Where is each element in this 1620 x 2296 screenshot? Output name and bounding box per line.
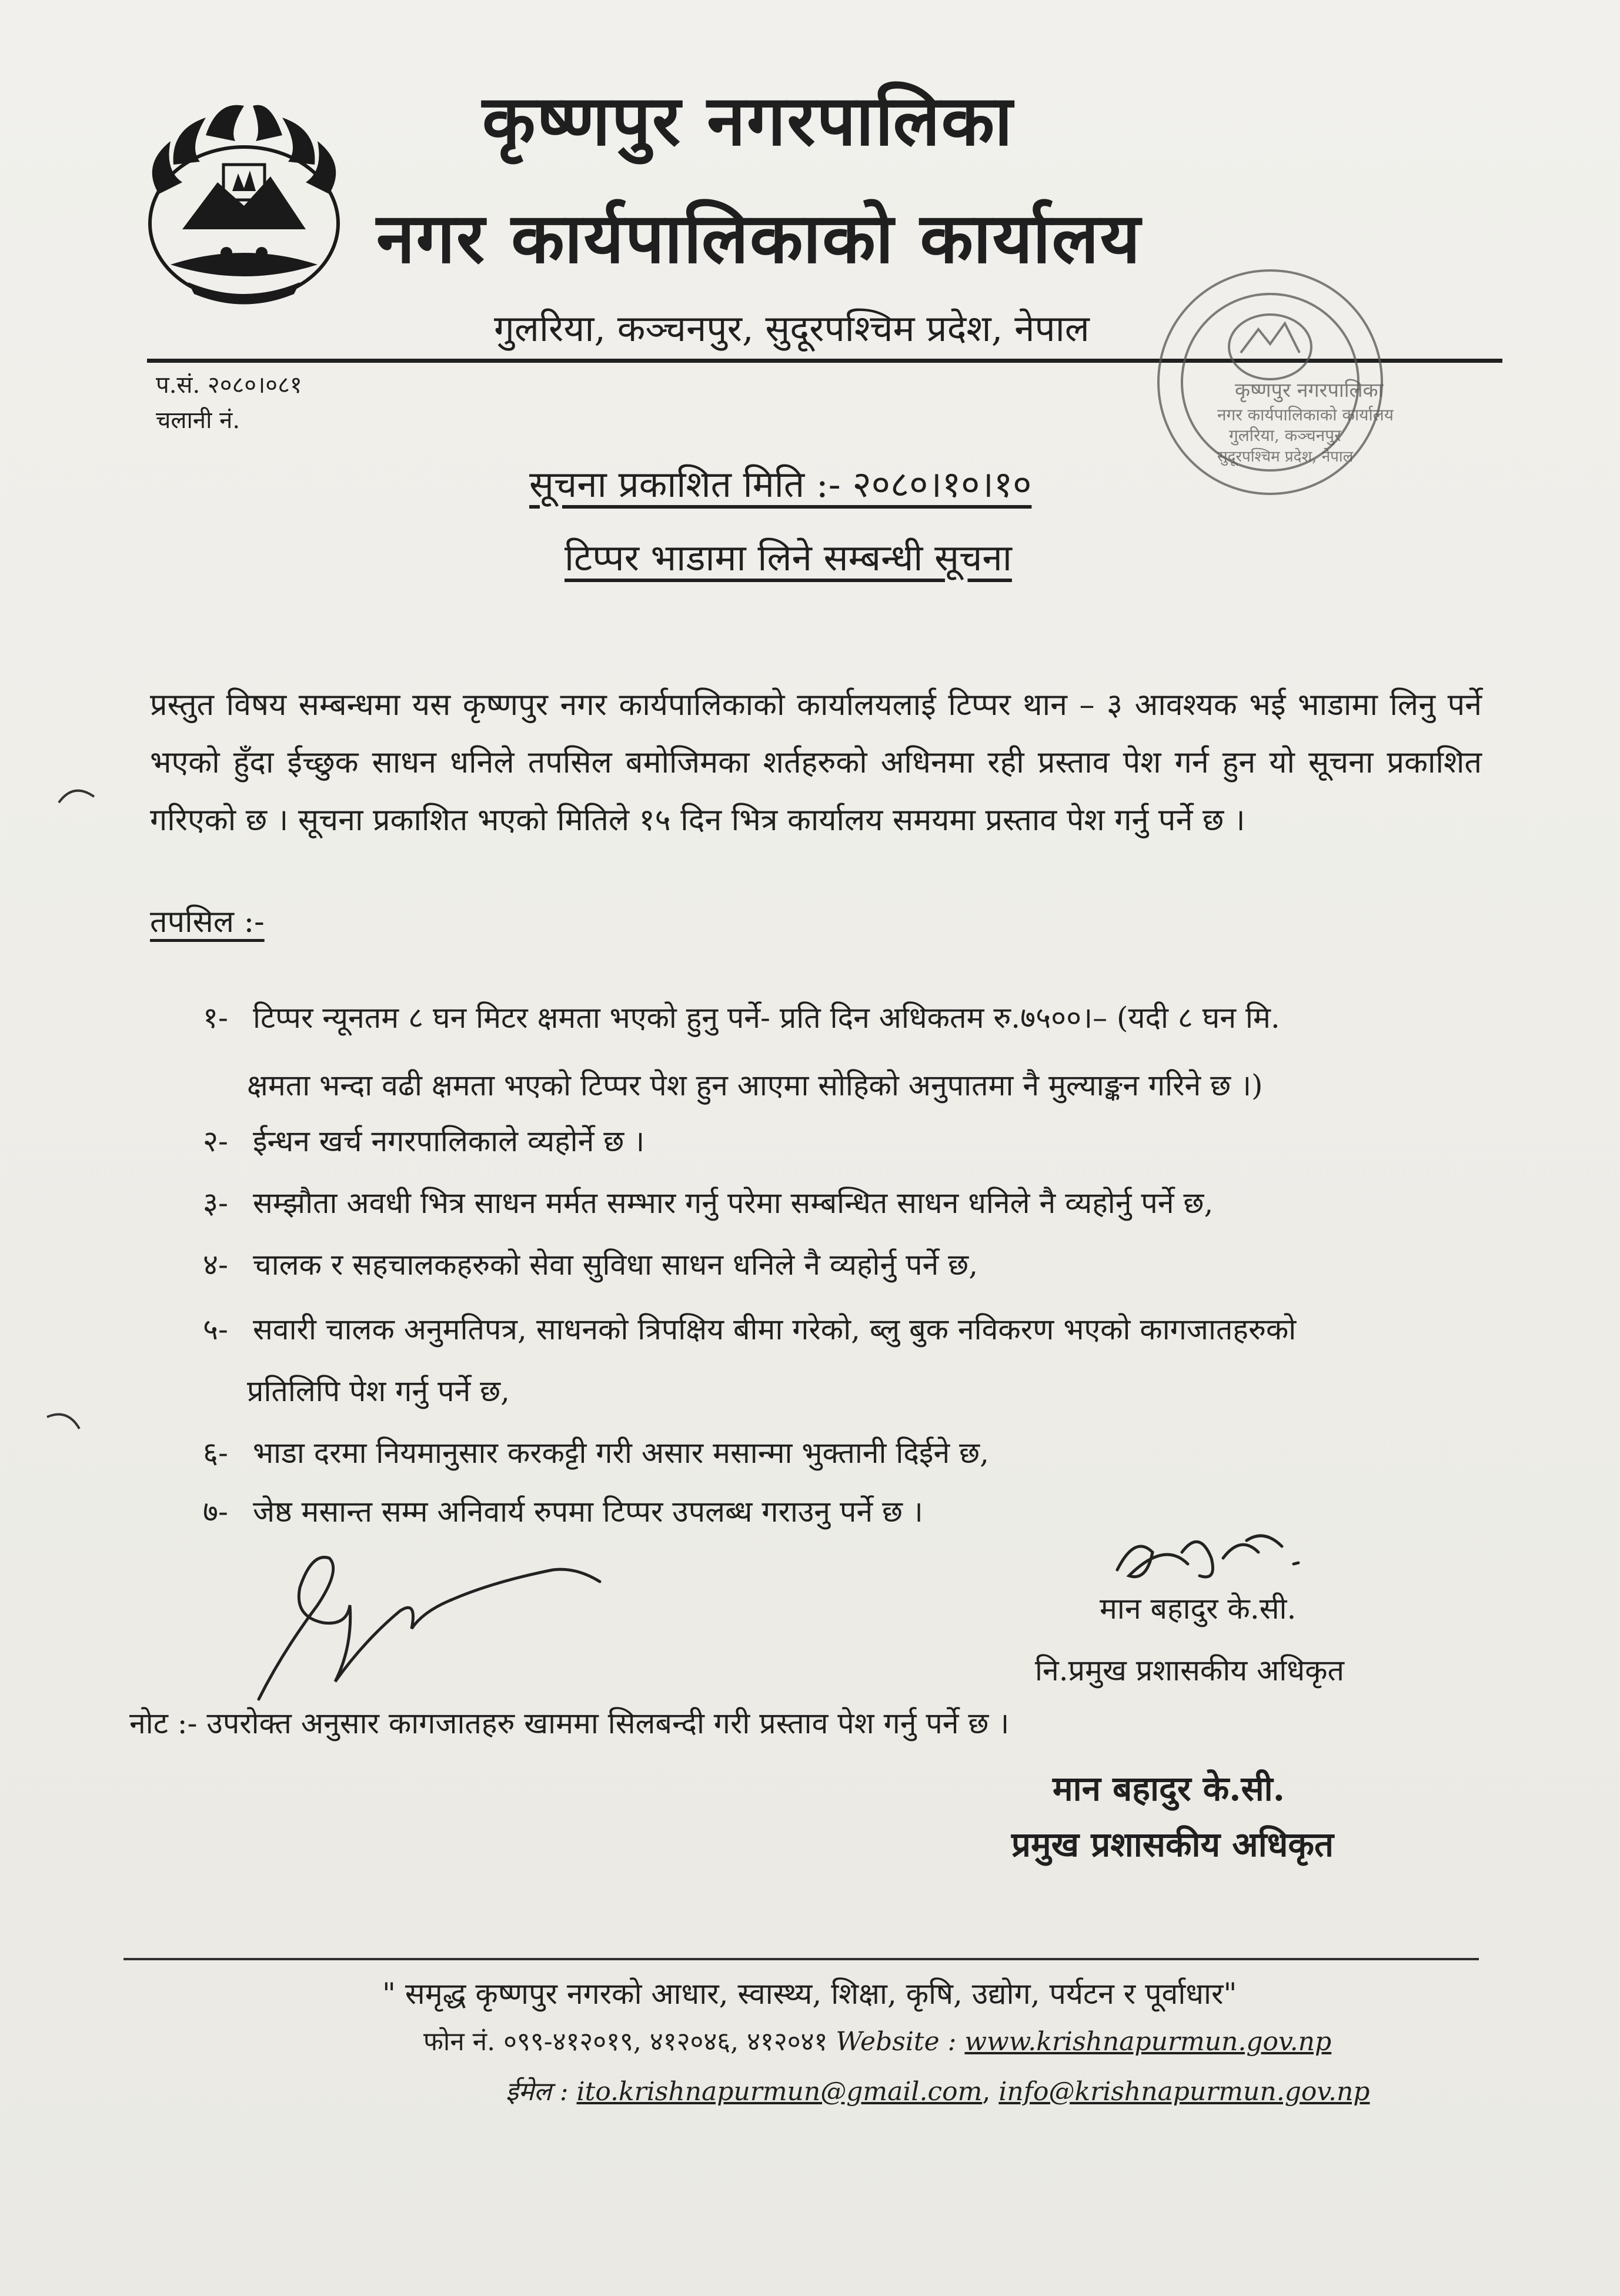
office-title-line2: नगर कार्यपालिकाको कार्यालय [376, 197, 1142, 279]
reference-number: प.सं. २०८०।०८१ [156, 372, 302, 399]
margin-mark [44, 1408, 85, 1432]
schedule-label: तपसिल :- [150, 904, 265, 940]
notice-subject: टिप्पर भाडामा लिने सम्बन्धी सूचना [565, 536, 1012, 579]
signatory-title: नि.प्रमुख प्रशासकीय अधिकृत [1035, 1653, 1344, 1687]
signatory-name: मान बहादुर के.सी. [1100, 1592, 1297, 1626]
email-separator: , [982, 2077, 991, 2107]
margin-mark [56, 782, 97, 806]
stamp-line3: गुलरिया, कञ्चनपुर [1229, 426, 1341, 445]
office-seal-stamp [1147, 259, 1394, 506]
footer-contact [423, 2023, 1331, 2058]
footer-email [506, 2073, 1370, 2108]
signatory-stamp-name: मान बहादुर के.सी. [1053, 1769, 1285, 1809]
email-label: ईमेल : [506, 2077, 569, 2107]
schedule-item-1-cont: क्षमता भन्दा वढी क्षमता भएको टिप्पर पेश हुन आएमा सोहिको अनुपातमा नै मुल्याङ्कन गरिने छ ।) [247, 1068, 1263, 1102]
schedule-item-5: ५- सवारी चालक अनुमतिपत्र, साधनको त्रिपक्षिय बीमा गरेको, ब्लु बुक नविकरण भएको कागजातहरुको [203, 1312, 1297, 1346]
footer-divider [123, 1958, 1479, 1960]
email-link-1[interactable]: ito.krishnapurmun@gmail.com [576, 2077, 983, 2107]
office-address: गुलरिया, कञ्चनपुर, सुदूरपश्चिम प्रदेश, नेपाल [494, 307, 1090, 350]
stamp-line2: नगर कार्यपालिकाको कार्यालय [1217, 405, 1394, 425]
email-link-2[interactable]: info@krishnapurmun.gov.np [998, 2077, 1370, 2107]
notice-body: प्रस्तुत विषय सम्बन्धमा यस कृष्णपुर नगर कार्यपालिकाको कार्यालयलाई टिप्पर थान – ३ आवश्यक भई भाडामा लिनु पर्ने भएको हुँदा ईच्छुक साधन धनिले तपसिल बमोजिमका शर्तहरुको अधिनमा रही प्रस्ताव पेश गर्न हुन यो सूचना प्रकाशित गरिएको छ । सूचना प्रकाशित भएको मितिले १५ दिन भित्र कार्यालय समयमा प्रस्ताव पेश गर्नु पर्ने छ । [150, 687, 1482, 838]
nepal-government-emblem-icon [118, 94, 370, 318]
schedule-item-6: ६- भाडा दरमा नियमानुसार करकट्टी गरी असार मसान्मा भुक्तानी दिईने छ, [203, 1436, 990, 1470]
schedule-item-1: १- टिप्पर न्यूनतम ८ घन मिटर क्षमता भएको हुनु पर्ने- प्रति दिन अधिकतम रु.७५००।– (यदी ८ घन मि. [203, 1001, 1280, 1035]
signatory-stamp-title: प्रमुख प्रशासकीय अधिकृत [1011, 1824, 1334, 1864]
website-link[interactable]: www.krishnapurmun.gov.np [964, 2027, 1332, 2057]
stamp-line1: कृष्णपुर नगरपालिका [1235, 379, 1384, 402]
website-label: Website : [836, 2027, 957, 2057]
schedule-item-3: ३- सम्झौता अवधी भित्र साधन मर्मत सम्भार गर्नु परेमा सम्बन्धित साधन धनिले नै व्यहोर्नु पर्ने छ, [203, 1186, 1214, 1220]
footer-motto: " समृद्ध कृष्णपुर नगरको आधार, स्वास्थ्य, शिक्षा, कृषि, उद्योग, पर्यटन र पूर्वाधार" [382, 1977, 1237, 2011]
stamp-line4: सुदूरपश्चिम प्रदेश, नेपाल [1217, 448, 1354, 466]
schedule-item-2: २- ईन्धन खर्च नगरपालिकाले व्यहोर्ने छ । [203, 1124, 645, 1158]
phone-numbers: फोन नं. ०९९-४१२०१९, ४१२०४६, ४१२०४१ [423, 2027, 828, 2057]
schedule-item-5-cont: प्रतिलिपि पेश गर्नु पर्ने छ, [247, 1374, 510, 1408]
handwritten-signature-right [1111, 1517, 1311, 1593]
note-text: नोट :- उपरोक्त अनुसार कागजातहरु खाममा सिलबन्दी गरी प्रस्ताव पेश गर्नु पर्ने छ । [129, 1706, 1010, 1740]
handwritten-signature-left [247, 1535, 612, 1711]
dispatch-number: चलानी नं. [156, 407, 241, 434]
office-title-line1: कृष्णपुर नगरपालिका [482, 79, 1014, 161]
published-date-heading: सूचना प्रकाशित मिति :- २०८०।१०।१० [529, 463, 1032, 506]
schedule-item-4: ४- चालक र सहचालकहरुको सेवा सुविधा साधन धनिले नै व्यहोर्नु पर्ने छ, [203, 1248, 978, 1282]
schedule-item-7: ७- जेष्ठ मसान्त सम्म अनिवार्य रुपमा टिप्पर उपलब्ध गराउनु पर्ने छ । [203, 1495, 923, 1529]
